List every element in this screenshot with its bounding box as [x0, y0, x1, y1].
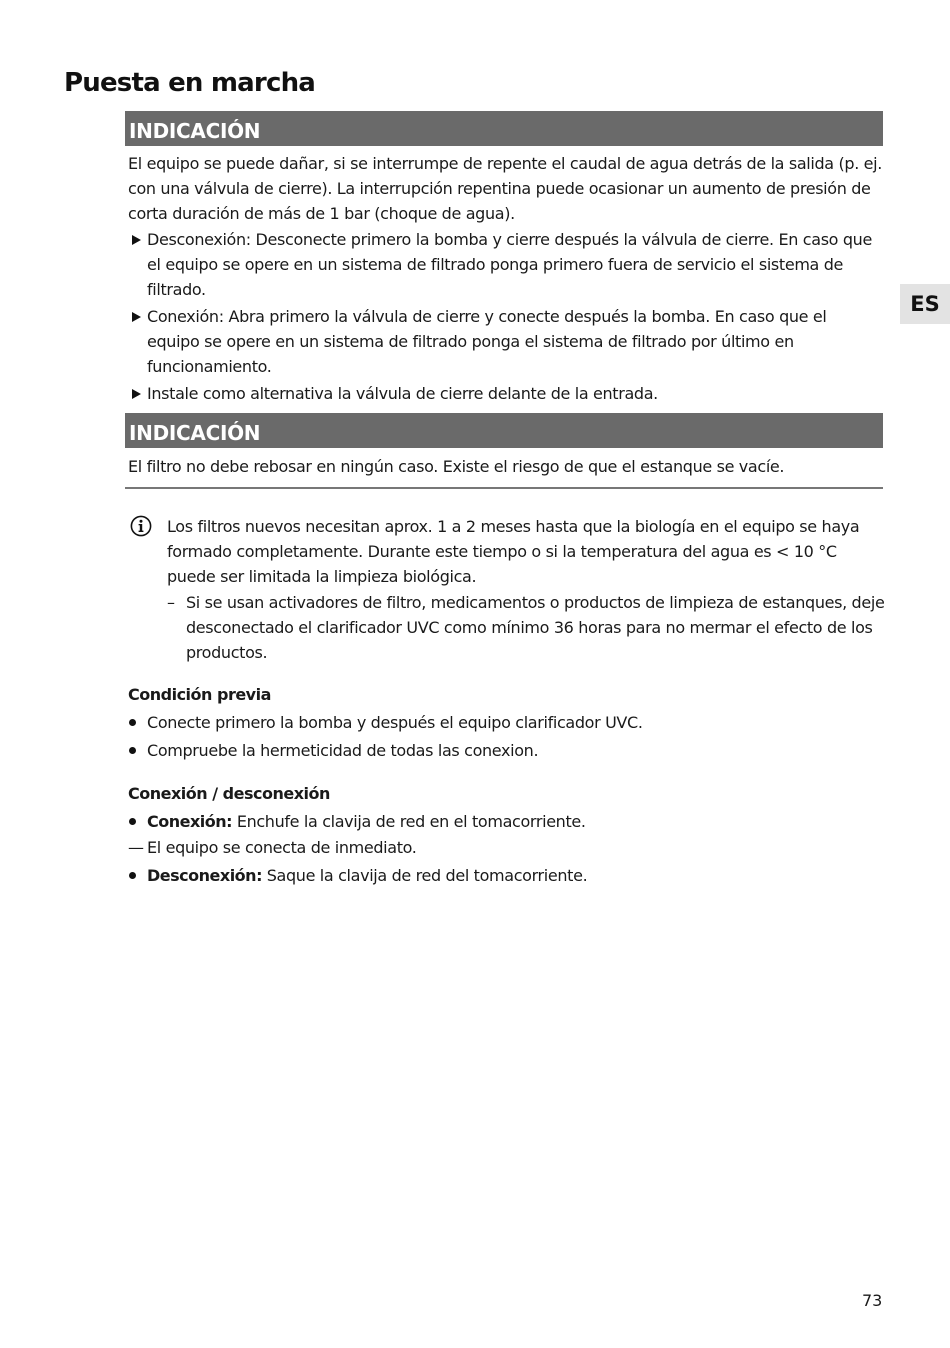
notice-text: El equipo se puede dañar, si se interrumpe de repente el caudal de agua detrás de la salida (p. ej. con una válvula de cierre). La interrupción repentina puede ocasionar un aumento de presión de corta duración de más de 1 bar (choque de agua). — [128, 154, 882, 223]
list-item-text: Conexión: Abra primero la válvula de cierre y conecte después la bomba. En caso que el equipo se opere en un sistema de filtrado ponga el sistema de filtrado por último en funcionamiento. — [147, 307, 827, 376]
info-sub-item — [167, 590, 888, 665]
switching-list — [128, 809, 888, 834]
info-circle-icon — [130, 515, 152, 537]
notice-header: INDICACIÓN — [125, 111, 883, 146]
language-tab: ES — [900, 284, 950, 324]
notice-box-water-hammer — [125, 111, 883, 416]
notice-body — [125, 146, 883, 416]
result-item — [128, 835, 888, 860]
triangle-bullet-icon — [132, 235, 141, 245]
list-item — [128, 381, 883, 406]
page-number: 73 — [862, 1291, 883, 1310]
bullet-dot-icon — [129, 747, 136, 754]
list-item-switch-on — [128, 809, 888, 834]
list-item — [128, 710, 888, 735]
switch-off-text: Saque la clavija de red del tomacorriente. — [266, 866, 588, 885]
notice-box-overflow — [125, 413, 883, 489]
notice-instruction-list — [128, 227, 883, 406]
switch-off-label: Desconexión: — [147, 866, 262, 885]
list-item-text: Instale como alternativa la válvula de cierre delante de la entrada. — [147, 384, 658, 403]
triangle-bullet-icon — [132, 389, 141, 399]
notice-text: El filtro no debe rebosar en ningún caso. Existe el riesgo de que el estanque se vacíe. — [128, 457, 785, 476]
info-note — [128, 514, 888, 665]
bullet-dot-icon — [129, 818, 136, 825]
switch-on-label: Conexión: — [147, 812, 233, 831]
prerequisite-list — [128, 710, 888, 763]
bullet-dot-icon — [129, 719, 136, 726]
prerequisite-section — [128, 682, 888, 766]
switching-section — [128, 781, 888, 891]
notice-body — [125, 448, 883, 489]
list-item-text: Desconexión: Desconecte primero la bomba y cierre después la válvula de cierre. En caso que el equipo se opere en un sistema de filtrado ponga primero fuera de servicio el sistema de filtrado. — [147, 230, 872, 299]
list-item-switch-off — [128, 863, 888, 888]
list-item-text: Compruebe la hermeticidad de todas las conexion. — [147, 741, 539, 760]
notice-header: INDICACIÓN — [125, 413, 883, 448]
section-heading: Conexión / desconexión — [128, 784, 330, 803]
info-text: Los filtros nuevos necesitan aprox. 1 a 2 meses hasta que la biología en el equipo se haya formado completamente. Durante este tiempo o si la temperatura del agua es < 10 °C puede ser limitada la limpieza biológica. — [167, 517, 860, 586]
bullet-dot-icon — [129, 872, 136, 879]
list-item-text: Conecte primero la bomba y después el equipo clarificador UVC. — [147, 713, 643, 732]
triangle-bullet-icon — [132, 312, 141, 322]
info-sub-item-text: Si se usan activadores de filtro, medicamentos o productos de limpieza de estanques, deje desconectado el clarificador UVC como mínimo 36 horas para no mermar el efecto de los productos. — [186, 593, 885, 662]
list-item — [128, 304, 883, 379]
dash-marker: – — [167, 593, 175, 612]
list-item — [128, 227, 883, 302]
result-text: El equipo se conecta de inmediato. — [147, 838, 417, 857]
switching-list-off — [128, 863, 888, 888]
section-heading: Condición previa — [128, 685, 271, 704]
page-title: Puesta en marcha — [64, 68, 316, 98]
switch-on-text: Enchufe la clavija de red en el tomacorriente. — [236, 812, 586, 831]
result-marker: — — [128, 838, 144, 857]
list-item — [128, 738, 888, 763]
